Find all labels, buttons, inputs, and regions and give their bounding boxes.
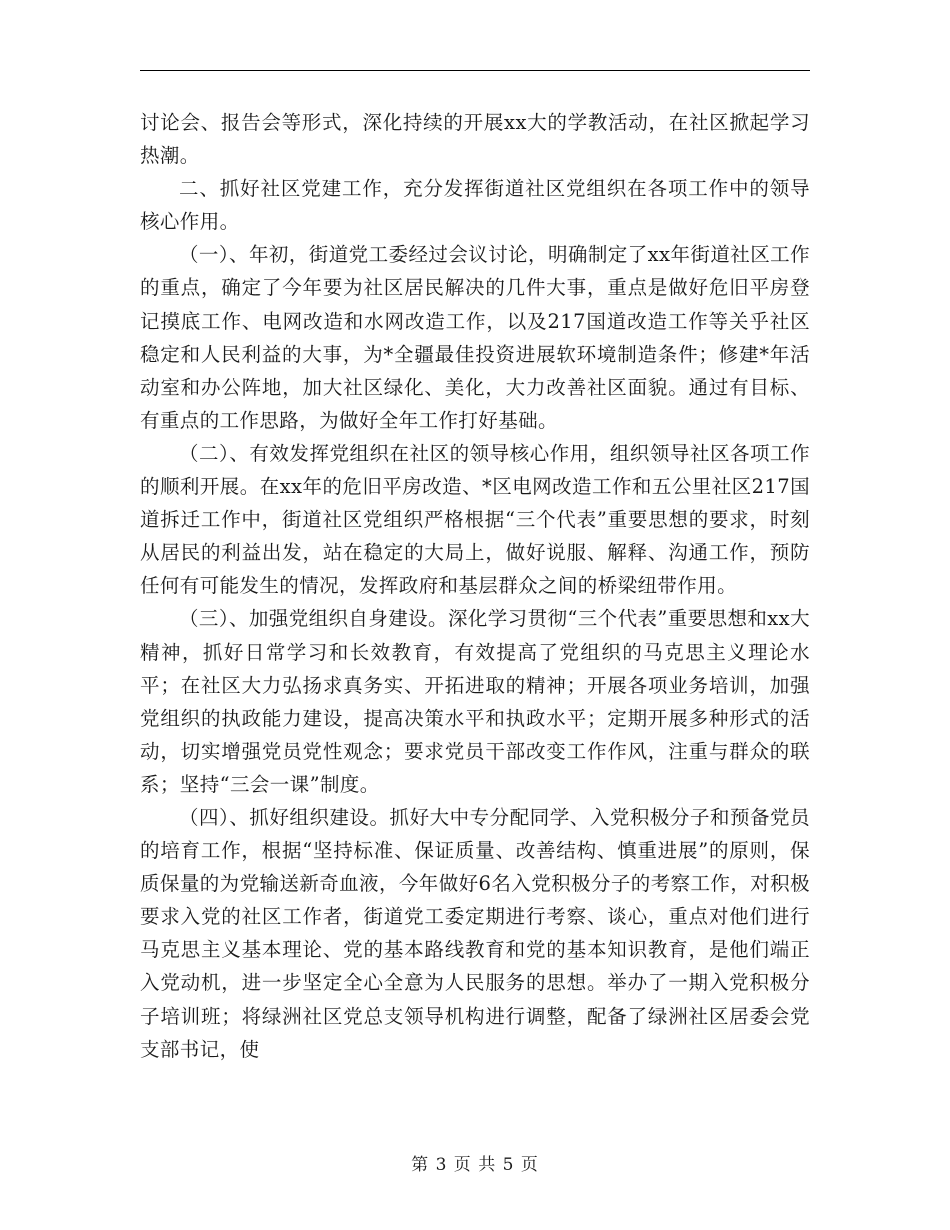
paragraph-2: 二、抓好社区党建工作，充分发挥街道社区党组织在各项工作中的领导核心作用。 bbox=[140, 177, 810, 234]
page-number-footer: 第 3 页 共 5 页 bbox=[411, 1155, 539, 1175]
paragraph-5: （三）、加强党组织自身建设。深化学习贯彻“三个代表”重要思想和xx大精神，抓好日常学习和长效教育，有效提高了党组织的马克思主义理论水平；在社区大力弘扬求真务实、开拓进取的精神；开展各项业务培训，加强党组织的执政能力建设，提高决策水平和执政水平；定期开展多种形式的活动，切实增强党员党性观念；要求党员干部改变工作作风，注重与群众的联系；坚持“三会一课”制度。 bbox=[140, 607, 810, 796]
document-body bbox=[140, 106, 810, 1066]
paragraph-3: （一）、年初，街道党工委经过会议讨论，明确制定了xx年街道社区工作的重点，确定了今年要为社区居民解决的几件大事，重点是做好危旧平房登记摸底工作、电网改造和水网改造工作，以及217国道改造工作等关乎社区稳定和人民利益的大事，为*全疆最佳投资进展软环境制造条件；修建*年活动室和办公阵地，加大社区绿化、美化，大力改善社区面貌。通过有目标、有重点的工作思路，为做好全年工作打好基础。 bbox=[140, 243, 810, 432]
header-rule bbox=[140, 70, 810, 71]
paragraph-6: （四）、抓好组织建设。抓好大中专分配同学、入党积极分子和预备党员的培育工作，根据“坚持标准、保证质量、改善结构、慎重进展”的原则，保质保量的为党输送新奇血液，今年做好6名入党积极分子的考察工作，对积极要求入党的社区工作者，街道党工委定期进行考察、谈心，重点对他们进行马克思主义基本理论、党的基本路线教育和党的基本知识教育，是他们端正入党动机，进一步坚定全心全意为人民服务的思想。举办了一期入党积极分子培训班；将绿洲社区党总支领导机构进行调整，配备了绿洲社区居委会党支部书记，使 bbox=[140, 805, 810, 1061]
paragraph-1: 讨论会、报告会等形式，深化持续的开展xx大的学教活动，在社区掀起学习热潮。 bbox=[140, 111, 810, 168]
paragraph-4: （二）、有效发挥党组织在社区的领导核心作用，组织领导社区各项工作的顺利开展。在xx年的危旧平房改造、*区电网改造工作和五公里社区217国道拆迁工作中，街道社区党组织严格根据“三个代表”重要思想的要求，时刻从居民的利益出发，站在稳定的大局上，做好说服、解释、沟通工作，预防任何有可能发生的情况，发挥政府和基层群众之间的桥梁纽带作用。 bbox=[140, 441, 810, 598]
